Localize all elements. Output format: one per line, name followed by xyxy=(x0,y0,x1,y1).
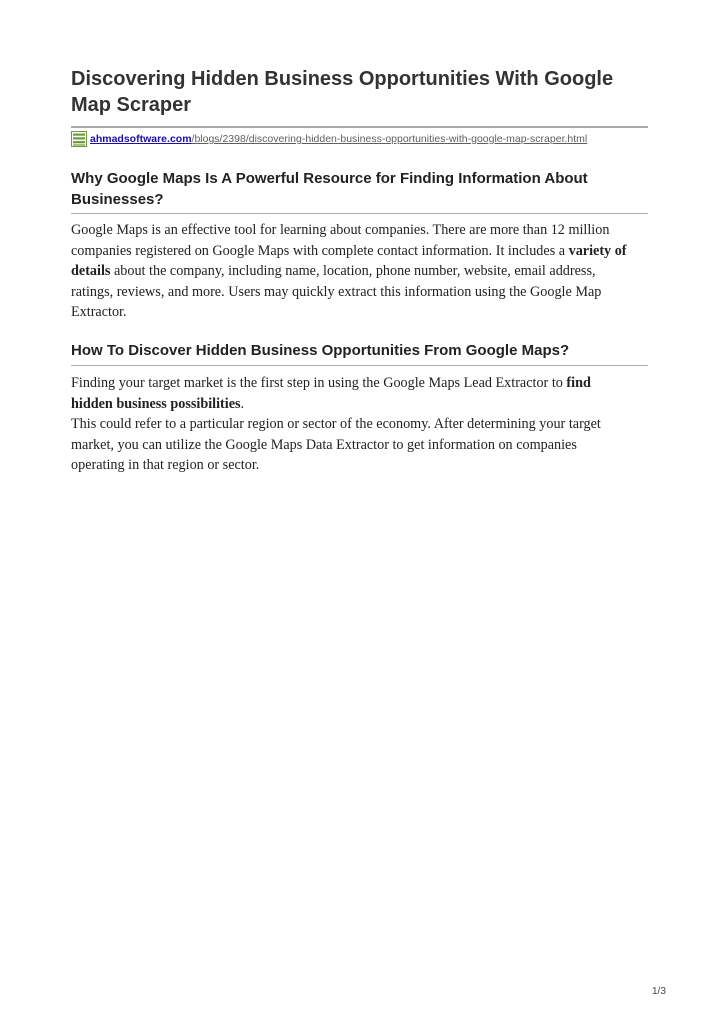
bold-phrase-find-hidden-business-possibilities: find hidden business possibilities xyxy=(71,375,591,412)
paragraph-text: about the company, including name, location, phone number, website, email address, ratings, reviews, and more. Users may quickly extract this information using the Google Map Extractor. xyxy=(71,263,602,320)
section-divider xyxy=(71,213,648,214)
paragraph-text: . xyxy=(240,395,245,412)
page-title: Discovering Hidden Business Opportunities With Google Map Scraper xyxy=(71,68,614,116)
document-icon xyxy=(71,131,87,147)
paragraph-text: Finding your target market is the first step in using the Google Maps Lead Extractor to xyxy=(71,375,567,391)
source-domain[interactable]: ahmadsoftware.com xyxy=(90,133,192,145)
paragraph-text: This could refer to a particular region or sector of the economy. After determining your target market, you can utilize the Google Maps Data Extractor to get information on companies operating in that region or sector. xyxy=(71,416,601,473)
page-number: 1/3 xyxy=(652,986,666,997)
section-heading-why-google-maps: Why Google Maps Is A Powerful Resource for Finding Information About Businesses? xyxy=(71,170,588,208)
bold-phrase-variety-of-details: variety of details xyxy=(71,242,627,279)
section-paragraph-how-to-discover xyxy=(71,373,631,476)
paragraph-text: Google Maps is an effective tool for learning about companies. There are more than 12 million companies registered on Google Maps with complete contact information. It includes a xyxy=(71,222,610,259)
section-paragraph-why-google-maps xyxy=(71,220,631,323)
title-divider xyxy=(71,126,648,128)
section-heading-how-to-discover: How To Discover Hidden Business Opportunities From Google Maps? xyxy=(71,342,570,359)
source-path[interactable]: /blogs/2398/discovering-hidden-business-opportunities-with-google-map-scraper.html xyxy=(191,133,588,145)
source-link[interactable] xyxy=(71,131,587,147)
section-divider xyxy=(71,365,648,366)
